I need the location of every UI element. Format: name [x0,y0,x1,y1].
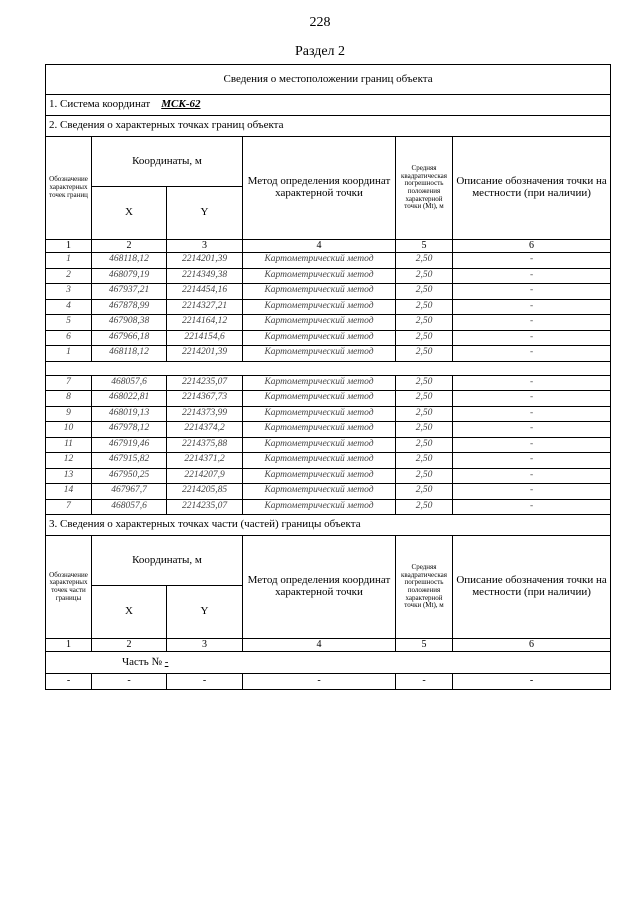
table-cell: 2214373,99 [167,406,243,422]
table-row [46,375,611,391]
table-cell: - [46,674,92,690]
table-row [46,422,611,438]
table-cell: Картометрический метод [243,437,396,453]
table-cell: Картометрический метод [243,253,396,269]
table-cell: 2214349,38 [167,268,243,284]
table-cell: 4 [243,639,396,652]
table-cell: Картометрический метод [243,406,396,422]
table-cell: Картометрический метод [243,375,396,391]
table-cell: 7 [46,499,92,515]
table-cell: Картометрический метод [243,346,396,362]
table-cell: 468118,12 [92,346,167,362]
table-cell: 2,50 [396,406,453,422]
table-row [46,674,611,690]
table-cell: Картометрический метод [243,468,396,484]
table-cell: 2214375,88 [167,437,243,453]
table-cell: - [453,422,611,438]
table-cell: 1 [46,346,92,362]
table-cell: 1 [46,253,92,269]
table-cell: 11 [46,437,92,453]
table-cell: 467937,21 [92,284,167,300]
table-cell: 2 [46,268,92,284]
header-coords: Координаты, м [92,137,243,187]
table-row [46,330,611,346]
table-row [46,391,611,407]
header-error: Средняя квадратическая погрешность положения характерной точки (Mt), м [396,137,453,240]
table-cell: - [243,674,396,690]
boundary-table [45,64,611,690]
table-cell: - [453,268,611,284]
table-cell: - [453,253,611,269]
table-cell: 2214235,07 [167,375,243,391]
col-num: 5 [396,240,453,253]
table-cell: 2214371,2 [167,453,243,469]
table-cell: 468079,19 [92,268,167,284]
table-cell: 2,50 [396,391,453,407]
table-cell: 2,50 [396,437,453,453]
table-cell: 467950,25 [92,468,167,484]
table-cell: 2214164,12 [167,315,243,331]
table-cell: 2214367,73 [167,391,243,407]
header-x: X [92,187,167,240]
table-cell: 13 [46,468,92,484]
table-row [46,453,611,469]
table-cell: 468022,81 [92,391,167,407]
section2-title: 2. Сведения о характерных точках границ объекта [46,116,611,137]
table-cell: 2 [92,639,167,652]
table-cell: 2,50 [396,468,453,484]
table-cell: - [453,406,611,422]
table-cell: Картометрический метод [243,391,396,407]
table-cell: X [92,586,167,639]
table-cell: - [453,499,611,515]
table-cell: Картометрический метод [243,453,396,469]
table-cell: 12 [46,453,92,469]
table-cell: 467908,38 [92,315,167,331]
table-cell: Картометрический метод [243,284,396,300]
table-cell: - [453,453,611,469]
table-cell: 6 [46,330,92,346]
table-cell: 5 [396,639,453,652]
table-cell: Картометрический метод [243,484,396,500]
part-label: Часть № [122,655,162,668]
table-cell: Картометрический метод [243,299,396,315]
header-error: Средняя квадратическая погрешность положения характерной точки (Mt), м [396,536,453,639]
table-cell: 2214201,39 [167,253,243,269]
header-point-name-part: Обозначение характерных точек части границы [46,536,92,639]
table-cell: 2214205,85 [167,484,243,500]
table-cell: - [396,674,453,690]
table-cell: 467978,12 [92,422,167,438]
table-row [46,346,611,362]
part-row [46,652,611,674]
table-cell: - [453,299,611,315]
table-cell: - [453,375,611,391]
table-cell: 467966,18 [92,330,167,346]
table-cell: Картометрический метод [243,268,396,284]
table-cell: Картометрический метод [243,315,396,331]
column-numbers-row [46,240,611,253]
table-cell: Картометрический метод [243,330,396,346]
table-row [46,468,611,484]
table-cell: 2,50 [396,375,453,391]
header-method: Метод определения координат характерной точки [243,536,396,639]
table-cell: 2,50 [396,268,453,284]
table-row [46,437,611,453]
table-cell: 10 [46,422,92,438]
header-y: Y [167,187,243,240]
header-method: Метод определения координат характерной точки [243,137,396,240]
table-cell: 2,50 [396,422,453,438]
table-cell: 2214201,39 [167,346,243,362]
col-num: 2 [92,240,167,253]
table-cell: 2,50 [396,453,453,469]
table-cell: Y [167,586,243,639]
table-cell: - [453,484,611,500]
table-cell: - [453,315,611,331]
table-cell: - [453,674,611,690]
coord-system-row [46,95,611,116]
table-title: Сведения о местоположении границ объекта [46,65,611,95]
table-cell: - [453,391,611,407]
table-row [46,299,611,315]
column-numbers-row [46,639,611,652]
table-row [46,406,611,422]
table-cell: - [453,346,611,362]
table-row [46,315,611,331]
table-cell: - [453,437,611,453]
page-number: 228 [309,15,331,30]
coord-system-value: МСК-62 [161,98,201,111]
table-cell: 3 [46,284,92,300]
table-cell: 2214235,07 [167,499,243,515]
section-title: Раздел 2 [294,44,346,59]
table-cell: 468019,13 [92,406,167,422]
table-cell: - [167,674,243,690]
header-description: Описание обозначения точки на местности (при наличии) [453,137,611,240]
table-cell: 2214327,21 [167,299,243,315]
table-row [46,284,611,300]
table-cell: 1 [46,639,92,652]
table-row [46,253,611,269]
table-cell: 2,50 [396,299,453,315]
table-cell: 2,50 [396,484,453,500]
header-coords: Координаты, м [92,536,243,586]
table-cell: 2214454,16 [167,284,243,300]
header-description: Описание обозначения точки на местности (при наличии) [453,536,611,639]
table-cell: 8 [46,391,92,407]
coord-system-label: 1. Система координат [49,98,151,111]
table-cell: 467967,7 [92,484,167,500]
table-cell: 4 [46,299,92,315]
table-cell: 9 [46,406,92,422]
table-cell: 467915,82 [92,453,167,469]
table-cell: 468057,6 [92,375,167,391]
header-point-name: Обозначение характерных точек границ [46,137,92,240]
table-cell: 467919,46 [92,437,167,453]
table-cell: - [453,284,611,300]
table-cell: 2,50 [396,346,453,362]
table-cell: 6 [453,639,611,652]
table-cell: - [453,468,611,484]
table-cell: 5 [46,315,92,331]
table-cell: - [92,674,167,690]
table-cell: 2214207,9 [167,468,243,484]
table-cell: 2,50 [396,499,453,515]
col-num: 6 [453,240,611,253]
part-value: - [164,655,169,668]
col-num: 3 [167,240,243,253]
table-cell: 7 [46,375,92,391]
table-cell: 467878,99 [92,299,167,315]
table-cell: Картометрический метод [243,499,396,515]
table-cell: 2,50 [396,253,453,269]
group-separator [46,361,611,375]
table-cell: 468118,12 [92,253,167,269]
table-row [46,499,611,515]
table-cell: 2214154,6 [167,330,243,346]
table-row [46,268,611,284]
table-cell: 468057,6 [92,499,167,515]
table-cell: - [453,330,611,346]
table-cell: 2,50 [396,330,453,346]
col-num: 4 [243,240,396,253]
col-num: 1 [46,240,92,253]
table-row [46,484,611,500]
table-cell: 2,50 [396,315,453,331]
table-cell: 14 [46,484,92,500]
table-cell: Картометрический метод [243,422,396,438]
section3-title: 3. Сведения о характерных точках части (частей) границы объекта [46,515,611,536]
table-cell: 2214374,2 [167,422,243,438]
table-cell: 2,50 [396,284,453,300]
table-cell: 3 [167,639,243,652]
